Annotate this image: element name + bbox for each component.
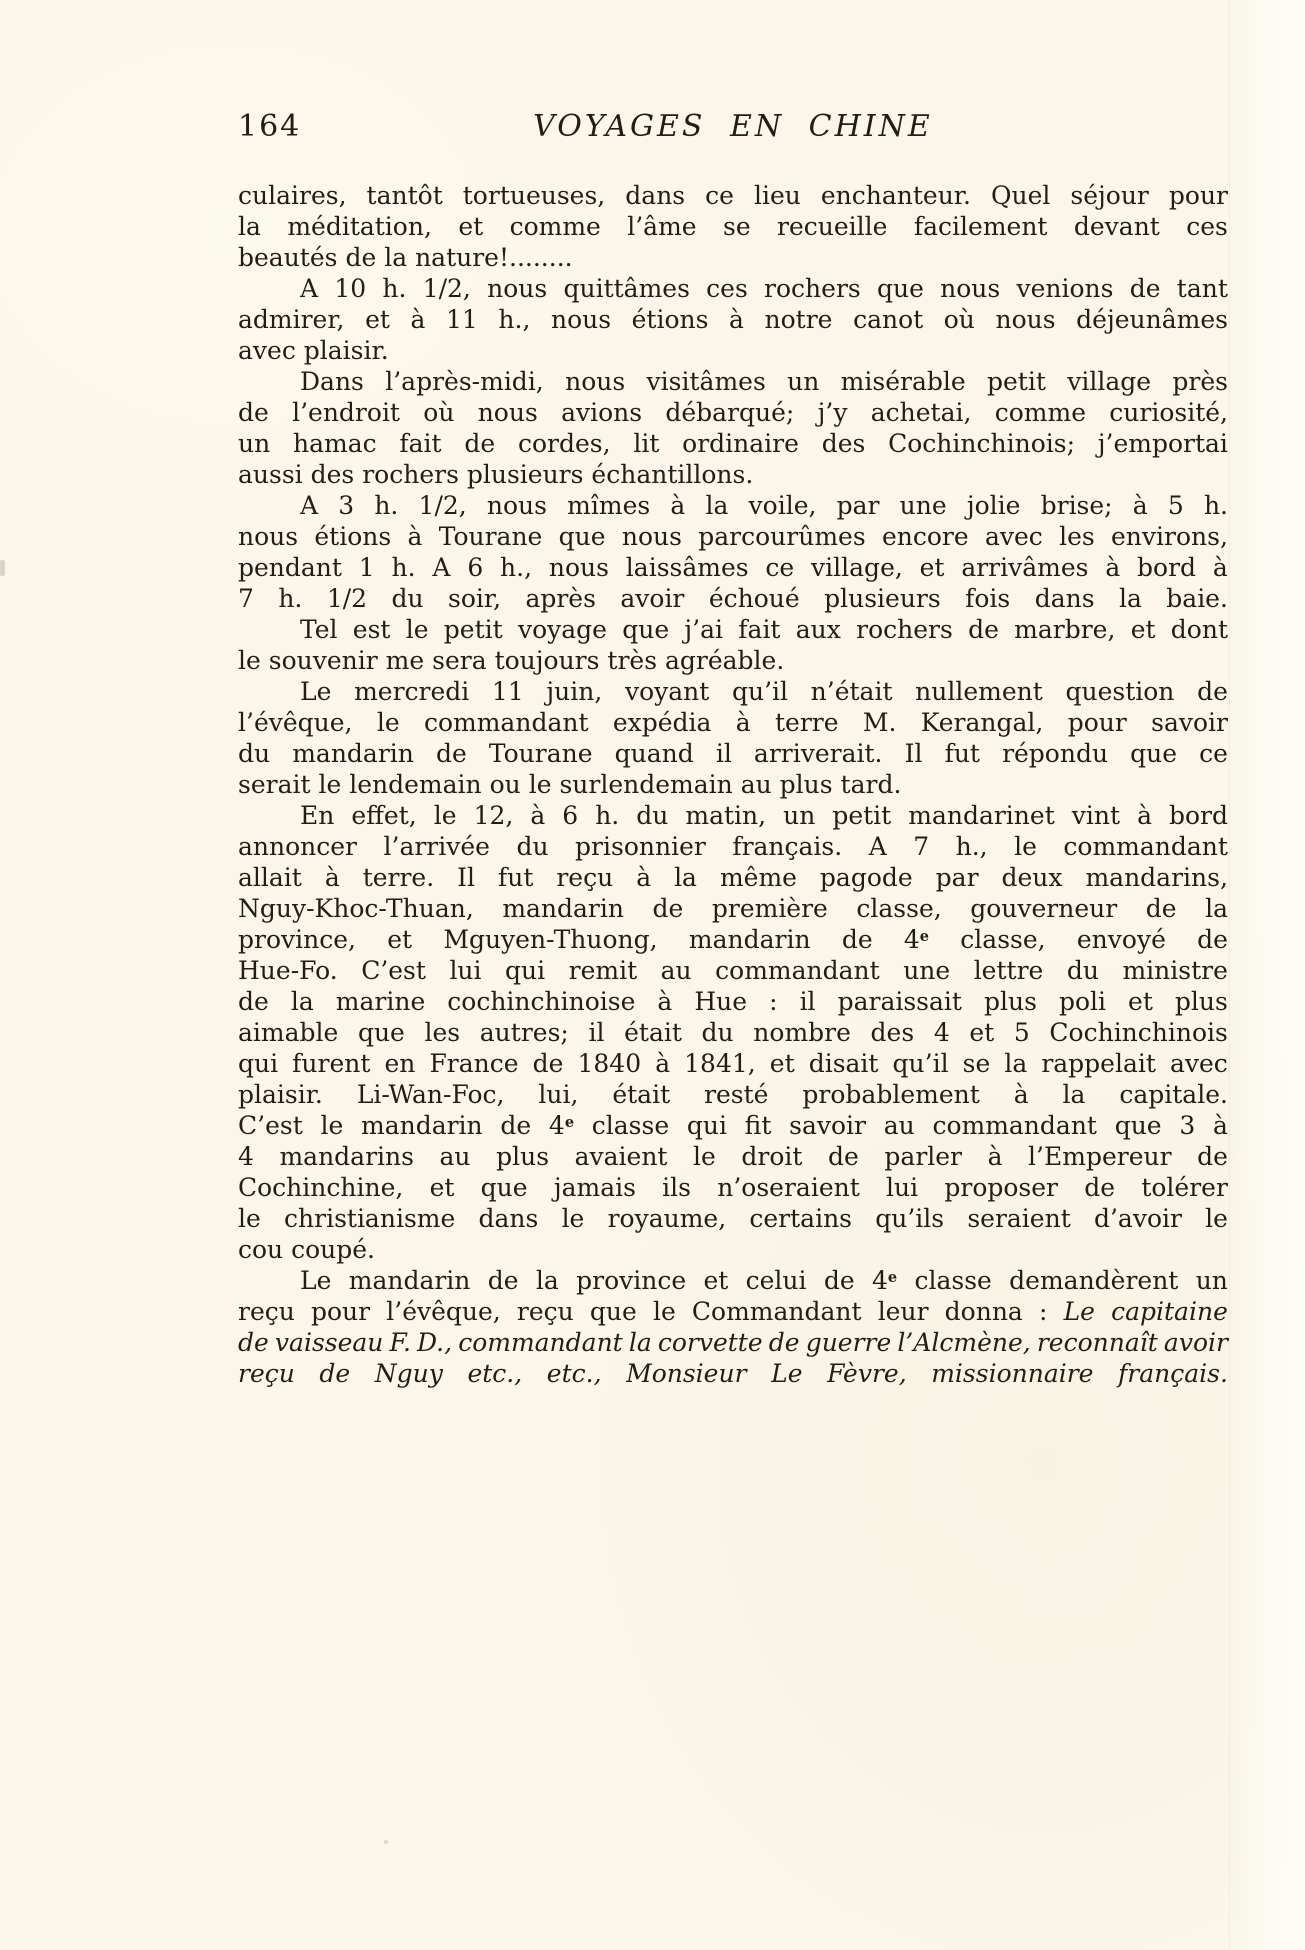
text-line: aussi des rochers plusieurs échantillons.: [238, 460, 754, 489]
text-line: Tel est le petit voyage que j’ai fait aux rochers de marbre, et dont: [300, 615, 1228, 644]
scan-speck: [384, 1840, 388, 1844]
text-line: allait à terre. Il fut reçu à la même pagode par deux mandarins,: [238, 863, 1228, 892]
running-title: VOYAGES EN CHINE: [533, 109, 933, 144]
page-body: [238, 180, 1228, 1389]
text-line: cou coupé.: [238, 1235, 376, 1264]
text-line: l’évêque, le commandant expédia à terre M. Kerangal, pour savoir: [238, 708, 1228, 737]
text-line: 4 mandarins au plus avaient le droit de parler à l’Empereur de: [238, 1142, 1228, 1171]
text-line: de l’endroit où nous avions débarqué; j’y achetai, comme curiosité,: [238, 398, 1228, 427]
text-line: Le mercredi 11 juin, voyant qu’il n’était nullement question de: [300, 677, 1228, 706]
text-line: un hamac fait de cordes, lit ordinaire des Cochinchinois; j’emportai: [238, 429, 1228, 458]
page-number: 164: [238, 109, 302, 144]
text-line: En effet, le 12, à 6 h. du matin, un petit mandarinet vint à bord: [300, 801, 1228, 830]
text-line: culaires, tantôt tortueuses, dans ce lieu enchanteur. Quel séjour pour: [238, 181, 1228, 210]
text-line: A 10 h. 1/2, nous quittâmes ces rochers que nous venions de tant: [300, 274, 1228, 303]
page-edge-shading: [1229, 0, 1305, 1950]
text-line: pendant 1 h. A 6 h., nous laissâmes ce village, et arrivâmes à bord à: [238, 553, 1228, 582]
text-line: reçu pour l’évêque, reçu que le Commandant leur donna : Le capitaine: [238, 1297, 1228, 1326]
text-line: de vaisseau F. D., commandant la corvette de guerre l’Alcmène, reconnaît avoir: [238, 1328, 1228, 1357]
text-line: Nguy-Khoc-Thuan, mandarin de première classe, gouverneur de la: [238, 894, 1228, 923]
text-line: plaisir. Li-Wan-Foc, lui, était resté probablement à la capitale.: [238, 1080, 1228, 1109]
text-line: nous étions à Tourane que nous parcourûmes encore avec les environs,: [238, 522, 1228, 551]
text-line: serait le lendemain ou le surlendemain au plus tard.: [238, 770, 902, 799]
text-line: 7 h. 1/2 du soir, après avoir échoué plusieurs fois dans la baie.: [238, 584, 1228, 613]
text-line: avec plaisir.: [238, 336, 389, 365]
text-line: aimable que les autres; il était du nombre des 4 et 5 Cochinchinois: [238, 1018, 1228, 1047]
text-line: de la marine cochinchinoise à Hue : il paraissait plus poli et plus: [238, 987, 1228, 1016]
text-line: Le mandarin de la province et celui de 4e classe demandèrent un: [300, 1266, 1228, 1295]
text-line: Dans l’après-midi, nous visitâmes un misérable petit village près: [300, 367, 1228, 396]
text-line: la méditation, et comme l’âme se recueille facilement devant ces: [238, 212, 1228, 241]
text-line: beautés de la nature!........: [238, 243, 573, 272]
text-line: A 3 h. 1/2, nous mîmes à la voile, par une jolie brise; à 5 h.: [300, 491, 1228, 520]
text-line: C’est le mandarin de 4e classe qui fit savoir au commandant que 3 à: [238, 1111, 1228, 1140]
text-line: Hue-Fo. C’est lui qui remit au commandant une lettre du ministre: [238, 956, 1228, 985]
text-line: du mandarin de Tourane quand il arriverait. Il fut répondu que ce: [238, 739, 1228, 768]
text-line: province, et Mguyen-Thuong, mandarin de 4e classe, envoyé de: [238, 925, 1228, 954]
page-header: [238, 108, 1228, 148]
text-line: reçu de Nguy etc., etc., Monsieur Le Fèvre, missionnaire français.: [238, 1359, 1228, 1388]
text-line: Cochinchine, et que jamais ils n’oseraient lui proposer de tolérer: [238, 1173, 1228, 1202]
text-line: admirer, et à 11 h., nous étions à notre canot où nous déjeunâmes: [238, 305, 1228, 334]
text-line: le souvenir me sera toujours très agréable.: [238, 646, 785, 675]
text-line: qui furent en France de 1840 à 1841, et disait qu’il se la rappelait avec: [238, 1049, 1228, 1078]
scan-speck: [0, 560, 5, 576]
text-line: le christianisme dans le royaume, certains qu’ils seraient d’avoir le: [238, 1204, 1228, 1233]
text-line: annoncer l’arrivée du prisonnier français. A 7 h., le commandant: [238, 832, 1228, 861]
